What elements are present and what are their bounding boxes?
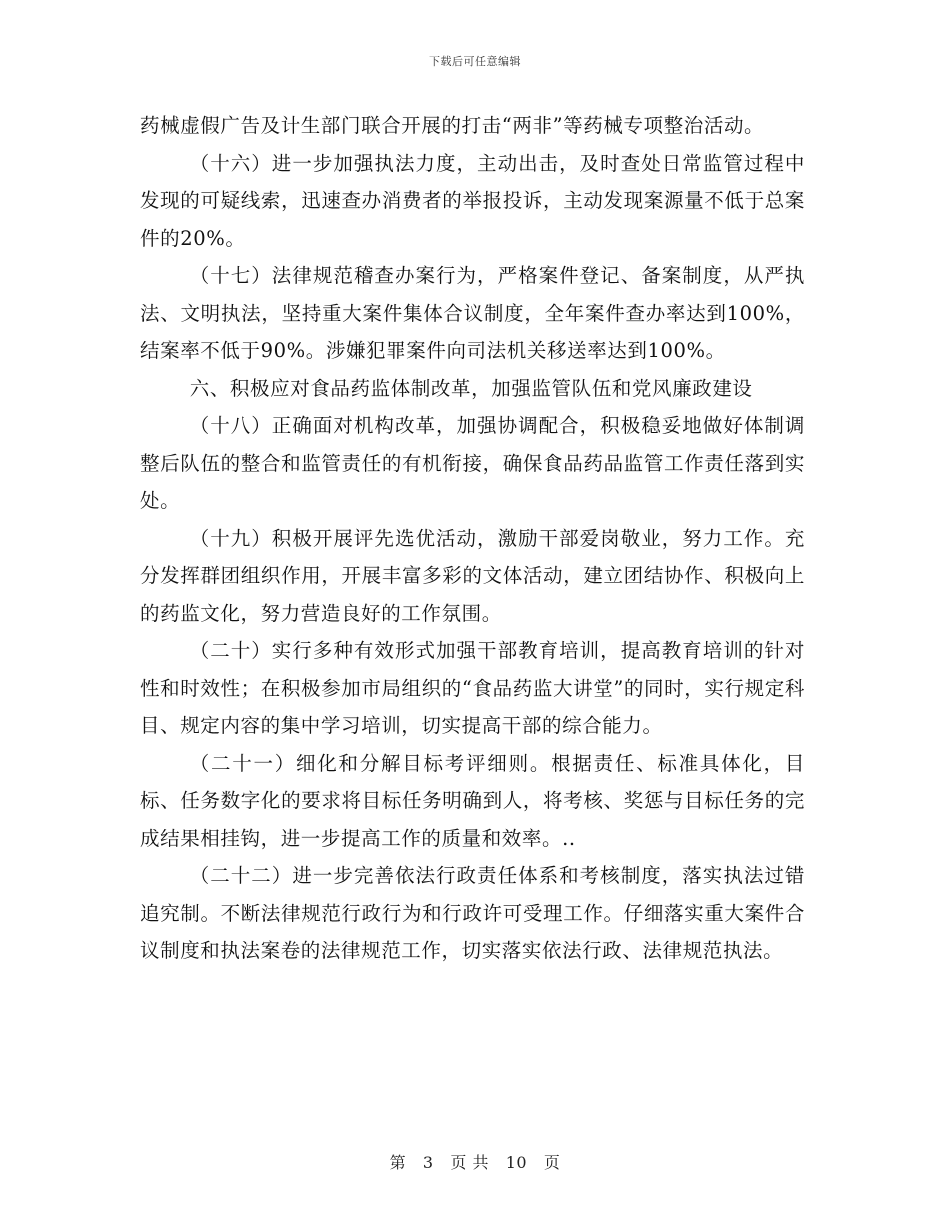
page-footer <box>0 1150 950 1173</box>
paragraph-item-22: （二十二）进一步完善依法行政责任体系和考核制度，落实执法过错追究制。不断法律规范行政行为和行政许可受理工作。仔细落实重大案件合议制度和执法案卷的法律规范工作，切实落实依法行政、法律规范执法。 <box>140 864 805 962</box>
paragraph-item-21: （二十一）细化和分解目标考评细则。根据责任、标准具体化，目标、任务数字化的要求将目标任务明确到人，将考核、奖惩与目标任务的完成结果相挂钩，进一步提高工作的质量和效率。.. <box>140 751 805 850</box>
section-heading-6: 六、积极应对食品药监体制改革，加强监管队伍和党风廉政建设 <box>189 376 753 400</box>
paragraph-item-20: （二十）实行多种有效形式加强干部教育培训，提高教育培训的针对性和时效性；在积极参加市局组织的“食品药监大讲堂”的同时，实行规定科目、规定内容的集中学习培训，切实提高干部的综合能力。 <box>140 639 805 737</box>
page-header: 下载后可任意编辑 <box>429 55 521 68</box>
document-body <box>140 107 805 970</box>
paragraph-item-16: （十六）进一步加强执法力度，主动出击，及时查处日常监管过程中发现的可疑线索，迅速查办消费者的举报投诉，主动发现案源量不低于总案件的20%。 <box>140 151 805 250</box>
footer-prefix: 第 <box>389 1153 407 1172</box>
paragraph-item-17: （十七）法律规范稽查办案行为，严格案件登记、备案制度，从严执法、文明执法，坚持重大案件集体合议制度，全年案件查办率达到100%，结案率不低于90%。涉嫌犯罪案件向司法机关移送率达到100%。 <box>140 264 805 362</box>
footer-suffix: 页 <box>543 1153 561 1172</box>
footer-middle: 页 共 <box>450 1153 489 1172</box>
paragraph-continuation: 药械虚假广告及计生部门联合开展的打击“两非”等药械专项整治活动。 <box>140 114 765 137</box>
paragraph-item-18: （十八）正确面对机构改革，加强协调配合，积极稳妥地做好体制调整后队伍的整合和监管责任的有机衔接，确保食品药品监管工作责任落到实处。 <box>140 414 805 512</box>
total-page-count: 10 <box>505 1153 528 1172</box>
current-page-number: 3 <box>422 1153 434 1172</box>
paragraph-item-19: （十九）积极开展评先选优活动，激励干部爱岗敬业，努力工作。充分发挥群团组织作用，开展丰富多彩的文体活动，建立团结协作、积极向上的药监文化，努力营造良好的工作氛围。 <box>140 526 805 625</box>
